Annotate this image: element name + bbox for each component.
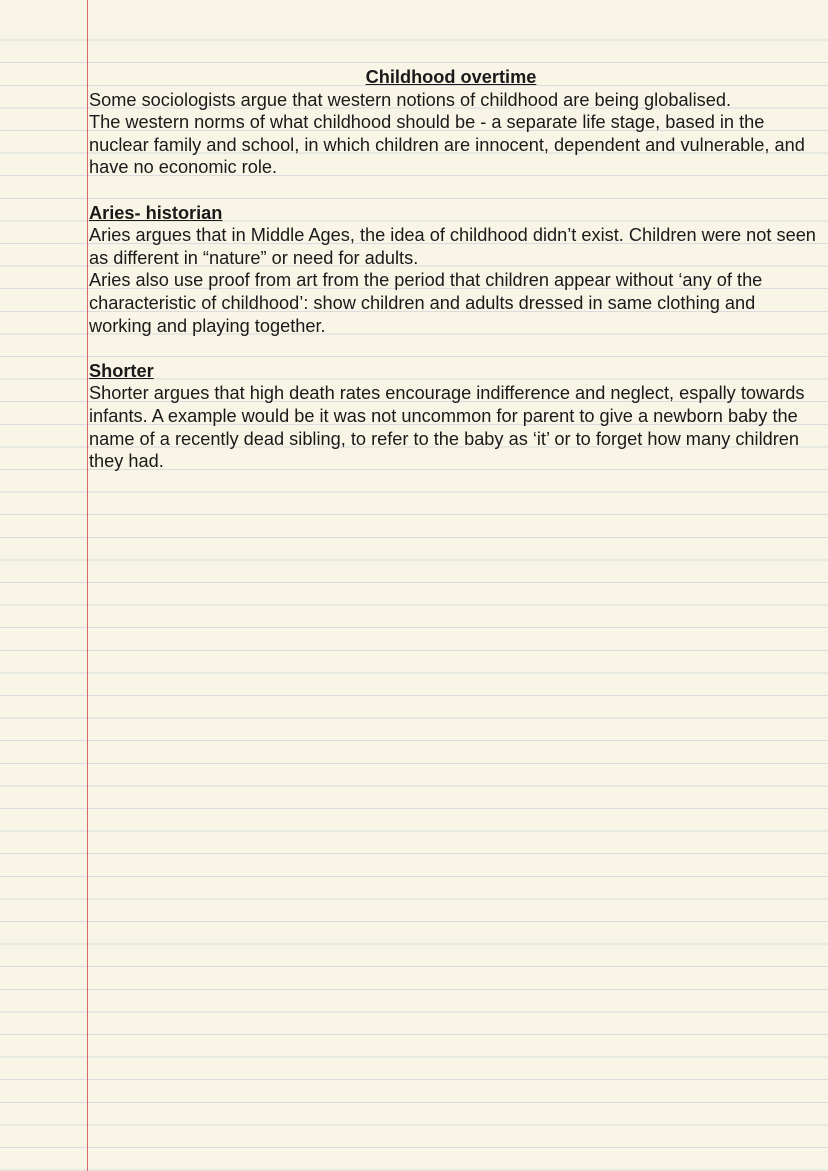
aries-paragraph-1: Aries argues that in Middle Ages, the idea of childhood didn’t exist. Children were not seen as different in “nature” or need for adults. (89, 225, 816, 268)
notebook-margin-line (87, 0, 88, 1171)
shorter-paragraph-1: Shorter argues that high death rates encourage indifference and neglect, espally towards infants. A example would be it was not uncommon for parent to give a newborn baby the name of a recently dead sibling, to refer to the baby as ‘it’ or to forget how many children they had. (89, 383, 805, 472)
blank-line (89, 179, 817, 202)
blank-line (89, 337, 817, 360)
section-heading-aries: Aries- historian (89, 202, 223, 223)
note-content (89, 66, 817, 473)
aries-paragraph-2: Aries also use proof from art from the period that children appear without ‘any of the characteristic of childhood’: show children and adults dressed in same clothing and working and playing together. (89, 270, 763, 336)
intro-paragraph-2: The western norms of what childhood should be - a separate life stage, based in the nuclear family and school, in which children are innocent, dependent and vulnerable, and have no economic role. (89, 112, 805, 178)
intro-paragraph-1: Some sociologists argue that western notions of childhood are being globalised. (89, 89, 732, 110)
page-title: Childhood overtime (365, 67, 537, 87)
section-heading-shorter: Shorter (89, 360, 154, 381)
